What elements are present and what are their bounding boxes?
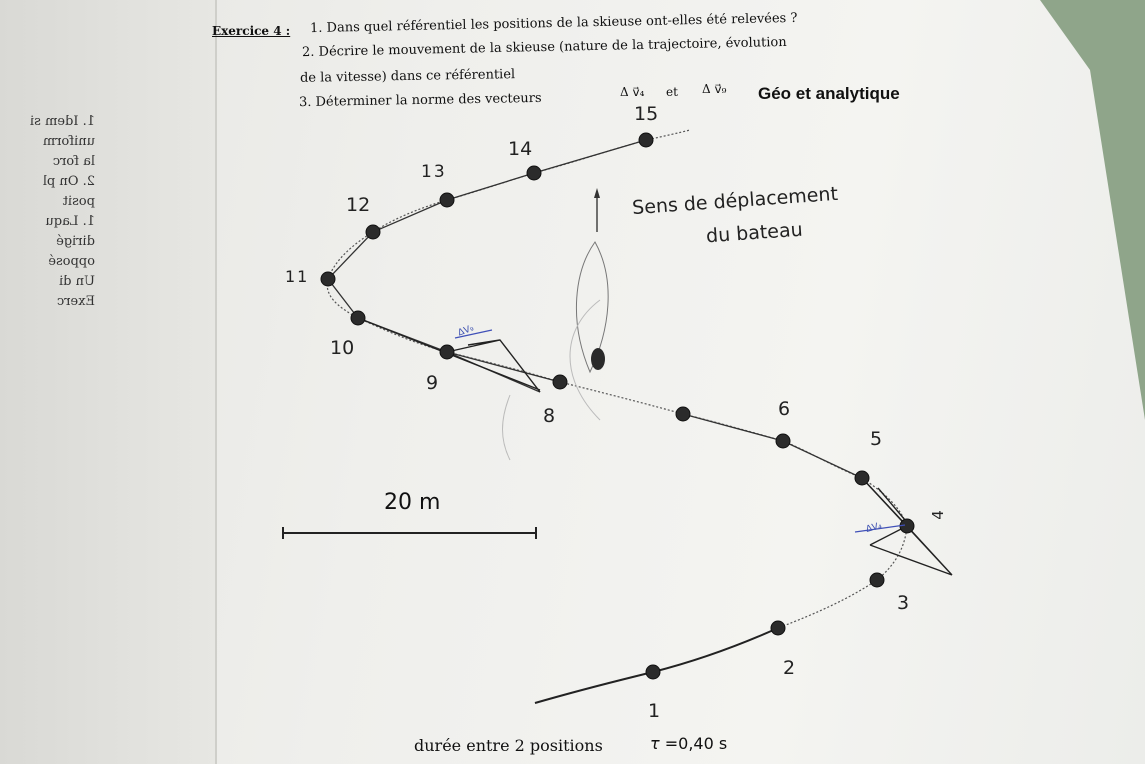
footer-interval xyxy=(650,734,727,753)
position-dot-15 xyxy=(639,133,653,147)
position-label-12: 12 xyxy=(346,194,371,216)
position-dot-8 xyxy=(553,375,567,389)
position-label-4: 4 xyxy=(928,510,947,520)
blue-ink-mark xyxy=(455,330,905,532)
position-label-5: 5 xyxy=(870,428,883,450)
annotation-dv9: ΔV₉ xyxy=(456,323,476,339)
position-dot-13 xyxy=(440,193,454,207)
facing-line: 2. On pl xyxy=(42,174,95,189)
position-dot-11 xyxy=(321,272,335,286)
question-3: 3. Déterminer la norme des vecteurs xyxy=(298,90,542,111)
boat-dot xyxy=(591,348,605,370)
facing-line: Un di xyxy=(59,274,95,289)
facing-line: 1. Laqu xyxy=(45,214,95,229)
position-label-14: 14 xyxy=(508,138,533,160)
position-label-15: 15 xyxy=(634,103,659,125)
question-1: 1. Dans quel référentiel les positions de la skieuse ont-elles été relevées ? xyxy=(309,10,798,37)
position-label-13: 13 xyxy=(421,162,447,182)
facing-line: uniform xyxy=(42,134,95,149)
trajectory-curve xyxy=(327,130,910,703)
facing-line: opposé xyxy=(48,254,95,269)
position-dot-9 xyxy=(440,345,454,359)
question-2-line1: 2. Décrire le mouvement de la skieuse (nature de la trajectoire, évolution xyxy=(301,34,787,61)
facing-line: la forc xyxy=(52,154,95,169)
position-label-8: 8 xyxy=(543,405,556,427)
position-dot-3 xyxy=(870,573,884,587)
position-dot-14 xyxy=(527,166,541,180)
vector-conjunction: et xyxy=(666,85,678,99)
position-dot-1 xyxy=(646,665,660,679)
scale-label: 20 m xyxy=(384,490,441,515)
interval-value: =0,40 s xyxy=(664,734,728,753)
handwritten-note: Géo et analytique xyxy=(758,84,900,103)
vector-delta-v9: Δ v⃗₉ xyxy=(702,82,727,96)
position-dot-5 xyxy=(855,471,869,485)
exercise-title: Exercice 4 : xyxy=(212,24,291,38)
facing-line: Exerc xyxy=(56,294,95,309)
position-label-10: 10 xyxy=(330,337,355,359)
position-label-3: 3 xyxy=(897,592,910,614)
position-dot-12 xyxy=(366,225,380,239)
direction-label-line2: du bateau xyxy=(705,218,804,248)
question-2-line2: de la vitesse) dans ce référentiel xyxy=(299,67,516,86)
position-dot-7 xyxy=(676,407,690,421)
annotation-dv4: ΔV₄ xyxy=(864,521,883,535)
position-label-1: 1 xyxy=(648,700,661,722)
vector-delta-v4: Δ v⃗₄ xyxy=(620,85,645,99)
position-label-2: 2 xyxy=(783,657,796,679)
position-label-6: 6 xyxy=(778,398,791,420)
facing-line: dirigé xyxy=(56,234,95,249)
tau-symbol: τ xyxy=(650,734,660,753)
position-label-11: 11 xyxy=(285,267,310,286)
position-dot-10 xyxy=(351,311,365,325)
facing-line: posit xyxy=(62,194,95,209)
footer-text: durée entre 2 positions xyxy=(414,736,603,755)
position-label-9: 9 xyxy=(426,372,439,394)
facing-line: 1. Idem si xyxy=(30,114,95,129)
direction-arrowhead xyxy=(594,188,600,198)
direction-label-line1: Sens de déplacement xyxy=(631,182,839,220)
position-dot-6 xyxy=(776,434,790,448)
position-dot-2 xyxy=(771,621,785,635)
